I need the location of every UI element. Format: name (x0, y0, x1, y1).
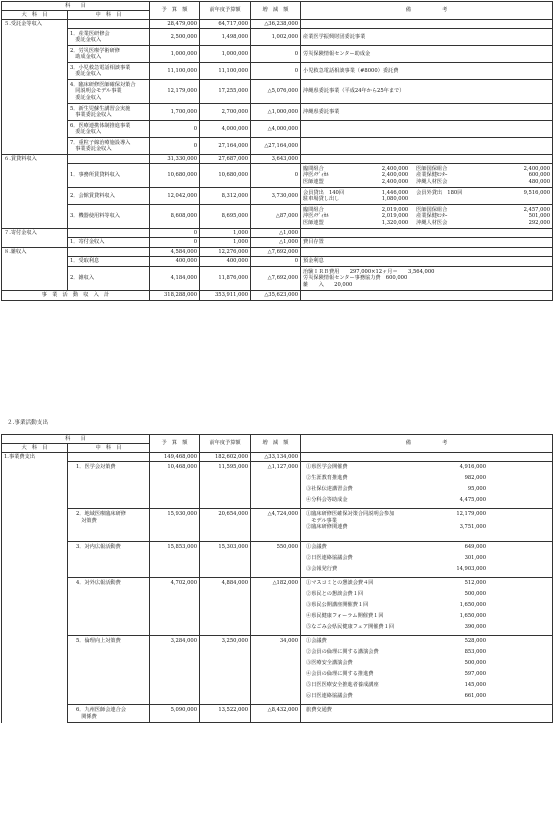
remark-amount: 3,751,000 (459, 524, 487, 530)
budget-amount: 1,700,000 (150, 104, 200, 121)
remarks (301, 138, 553, 155)
remark-cell (488, 196, 550, 203)
remarks: 預金利息 (301, 257, 553, 267)
income-detail-row (2, 238, 553, 248)
remark-amount: 528,000 (464, 638, 487, 644)
remark-line: 雑 入 20,000 (303, 281, 353, 288)
budget-amount: 4,702,000 (150, 578, 200, 636)
budget-amount: 0 (150, 229, 200, 238)
remark-item: ②県民との懇談会費１回 (306, 591, 364, 597)
middle-item-label: 1．事務所賃貸料収入 (68, 164, 150, 188)
remark-item: ③社保伝達講習会費 (306, 486, 353, 492)
remarks (301, 462, 553, 509)
middle-item-label: 2．地域医療臨床研修 対策費 (68, 509, 150, 542)
income-header-zougen: 増 減 額 (251, 2, 301, 20)
middle-item-label: 3．機器使用料等収入 (68, 205, 150, 229)
budget-amount: 31,330,000 (150, 155, 200, 164)
remark-amount: 1,650,000 (459, 602, 487, 608)
budget-amount: 8,608,000 (150, 205, 200, 229)
remark-cell: 1,446,000 (381, 189, 409, 196)
remarks (301, 291, 553, 301)
middle-item-label: 1．産業医研修会 委託金収入 (68, 29, 150, 46)
remark-cell: 480,000 (528, 178, 551, 185)
major-item-blank (2, 205, 68, 229)
middle-item-label (68, 248, 150, 257)
middle-item-label: 2．会館賃貸料収入 (68, 188, 150, 205)
prior-year-amount: 11,100,000 (200, 63, 251, 80)
remark-item: ③医療安全講演会費 (306, 660, 353, 666)
remarks (301, 205, 553, 229)
remarks: 小児救急電話相談事業（#8000）委託費 (301, 63, 553, 80)
income-detail-row (2, 257, 553, 267)
remark-cell: 2,457,000 (523, 206, 551, 213)
income-header-yosan: 予 算 額 (150, 2, 200, 20)
remark-line (306, 624, 550, 635)
major-item-blank (2, 63, 68, 80)
remark-line (306, 613, 550, 624)
remark-cell: 9,516,000 (523, 189, 551, 196)
remark-item: ①臨床研修医確保対策合同説明会参加 モデル事業 (306, 511, 395, 524)
major-item-blank (2, 509, 68, 542)
prior-year-amount: 8,312,000 (200, 188, 251, 205)
remark-item: ②生涯教育推進費 (306, 475, 348, 481)
middle-item-label: 2．雑収入 (68, 267, 150, 291)
prior-year-amount: 20,654,000 (200, 509, 251, 542)
prior-year-amount: 3,250,000 (200, 636, 251, 705)
remark-line (306, 497, 550, 508)
difference-amount: △1,000 (251, 229, 301, 238)
remarks (301, 164, 553, 188)
major-item-label: 1.事業費支出 (2, 453, 68, 462)
income-detail-row (2, 267, 553, 291)
budget-amount: 4,584,000 (150, 248, 200, 257)
remark-line (306, 591, 550, 602)
remarks: 沖縄県委託事業（平成24年から25年まで） (301, 80, 553, 104)
remark-amount: 649,000 (464, 544, 487, 550)
major-item-label: ８.雑収入 (2, 248, 68, 257)
middle-item-label: 1．寄付金収入 (68, 238, 150, 248)
remark-cell: 600,000 (528, 172, 551, 179)
remark-line (306, 649, 550, 660)
remark-line (306, 693, 550, 704)
remark-line (306, 580, 550, 591)
remarks (301, 705, 553, 723)
difference-amount: △8,432,000 (251, 705, 301, 723)
prior-year-amount: 182,602,000 (200, 453, 251, 462)
remark-item: 旅費交通費 (306, 707, 332, 713)
remark-line (306, 524, 550, 535)
difference-amount: △87,000 (251, 205, 301, 229)
remark-cell: 沖縄人材医会 (416, 219, 448, 226)
expense-header-chu: 中 科 目 (68, 444, 150, 453)
expense-detail-row (2, 705, 553, 723)
remark-cell: 医師連盟 (303, 178, 324, 185)
expense-header-kamoku: 科 目 (2, 435, 150, 444)
middle-item-label: 1．医学会対策費 (68, 462, 150, 509)
remark-amount: 4,916,000 (459, 464, 487, 470)
remark-amount: 597,000 (464, 671, 487, 677)
difference-amount: △1,000 (251, 238, 301, 248)
income-detail-row (2, 80, 553, 104)
budget-amount: 0 (150, 121, 200, 138)
income-detail-row (2, 205, 553, 229)
expense-detail-row (2, 509, 553, 542)
remark-amount: 4,475,000 (459, 497, 487, 503)
remarks: 労災保険情報センター助成金 (301, 46, 553, 63)
remark-cell: 沖縄人材医会 (416, 178, 448, 185)
difference-amount: △1,127,000 (251, 462, 301, 509)
remark-cell: 医師連盟 (303, 219, 324, 226)
prior-year-amount: 11,595,000 (200, 462, 251, 509)
remark-amount: 301,000 (464, 555, 487, 561)
remark-item: ①県医学会開催費 (306, 464, 348, 470)
remark-line (306, 602, 550, 613)
major-item-blank (2, 80, 68, 104)
middle-item-label: 6．医療連携体制推進事業 委託金収入 (68, 121, 150, 138)
prior-year-amount: 27,687,000 (200, 155, 251, 164)
middle-item-label: 7．重粒子線治療施設導入 事業委託金収入 (68, 138, 150, 155)
income-grand-total-row (2, 291, 553, 301)
budget-amount: 12,042,000 (150, 188, 200, 205)
prior-year-amount: 1,498,000 (200, 29, 251, 46)
budget-amount: 0 (150, 238, 200, 248)
budget-amount: 15,930,000 (150, 509, 200, 542)
remarks (301, 578, 553, 636)
middle-item-label: 4．臨床研修医師確保対策合 同説明会モデル事業 委託金収入 (68, 80, 150, 104)
remark-line (306, 544, 550, 555)
remark-item: ④県民健康フォーラム開催費１回 (306, 613, 384, 619)
remark-cell: 501,000 (528, 213, 551, 220)
remark-item: ⑤なごみ会県民健康フェア開催費１回 (306, 624, 394, 630)
budget-amount: 12,179,000 (150, 80, 200, 104)
section-title-expenditure: ２.事業活動支出 (7, 420, 48, 426)
remark-amount: 661,000 (464, 693, 487, 699)
remarks (301, 248, 553, 257)
remark-amount: 982,000 (464, 475, 487, 481)
remark-amount: 500,000 (464, 660, 487, 666)
expense-detail-row (2, 462, 553, 509)
remark-cell: 沖医ﾒﾃﾞｨｶﾙ (303, 213, 329, 220)
remark-amount: 1,650,000 (459, 613, 487, 619)
remark-line (303, 196, 550, 203)
middle-item-label: 5．新生児蘇生講習会実施 事業委託金収入 (68, 104, 150, 121)
prior-year-amount: 1,000 (200, 229, 251, 238)
difference-amount: △27,164,000 (251, 138, 301, 155)
remark-cell: 292,000 (528, 219, 551, 226)
major-item-blank (2, 104, 68, 121)
prior-year-amount: 4,000,000 (200, 121, 251, 138)
remarks (301, 267, 553, 291)
remarks (301, 20, 553, 29)
income-detail-row (2, 121, 553, 138)
prior-year-amount: 11,876,000 (200, 267, 251, 291)
prior-year-amount: 1,000,000 (200, 46, 251, 63)
remarks (301, 229, 553, 238)
remark-cell: 沖医ﾒﾃﾞｨｶﾙ (303, 172, 329, 179)
remarks (301, 636, 553, 705)
budget-amount: 318,288,000 (150, 291, 200, 301)
remarks: 産業医学振興財団委託事業 (301, 29, 553, 46)
remark-item: ⑤日医医療安全推進者養成講座 (306, 682, 379, 688)
major-item-blank (2, 705, 68, 723)
major-item-blank (2, 578, 68, 636)
income-header-chu: 中 科 目 (68, 11, 150, 20)
middle-item-label: 6．九州医師会連合会 関係費 (68, 705, 150, 723)
remark-cell: 医師国保組合 (416, 206, 448, 213)
middle-item-label (68, 155, 150, 164)
budget-amount: 1,000,000 (150, 46, 200, 63)
remarks: 沖縄県委託事業 (301, 104, 553, 121)
prior-year-amount: 1,000 (200, 238, 251, 248)
middle-item-label: 4．対外広報活動費 (68, 578, 150, 636)
prior-year-amount: 17,255,000 (200, 80, 251, 104)
major-item-label: ５.受託金等収入 (2, 20, 68, 29)
prior-year-amount: 27,164,000 (200, 138, 251, 155)
difference-amount: 0 (251, 257, 301, 267)
remark-cell: 1,320,000 (381, 219, 409, 226)
budget-amount: 0 (150, 138, 200, 155)
expense-detail-row (2, 636, 553, 705)
budget-amount: 11,100,000 (150, 63, 200, 80)
major-item-blank (2, 121, 68, 138)
prior-year-amount: 2,700,000 (200, 104, 251, 121)
difference-amount: △4,000,000 (251, 121, 301, 138)
remark-item: ⑥日医連絡協議会費 (306, 693, 353, 699)
remark-line (303, 179, 550, 186)
remark-item: ①会議費 (306, 544, 327, 550)
difference-amount: △182,000 (251, 578, 301, 636)
remarks (301, 509, 553, 542)
budget-amount: 3,284,000 (150, 636, 200, 705)
remark-cell: 2,400,000 (381, 165, 409, 172)
difference-amount: △7,692,000 (251, 248, 301, 257)
middle-item-label (68, 453, 150, 462)
income-header-kamoku: 科 目 (2, 2, 150, 11)
major-item-blank (2, 238, 68, 248)
income-detail-row (2, 164, 553, 188)
difference-amount: △35,623,000 (251, 291, 301, 301)
remark-cell: 1,080,000 (381, 196, 409, 202)
remark-amount: 512,000 (464, 580, 487, 586)
middle-item-label: 3．小児救急電話相談事業 委託金収入 (68, 63, 150, 80)
income-detail-row (2, 29, 553, 46)
remark-amount: 14,903,000 (456, 566, 487, 572)
remark-cell: 2,400,000 (381, 178, 409, 185)
income-detail-row (2, 188, 553, 205)
remark-amount: 95,000 (467, 486, 487, 492)
income-group-row (2, 20, 553, 29)
prior-year-amount: 4,884,000 (200, 578, 251, 636)
difference-amount: △36,238,000 (251, 20, 301, 29)
remark-cell: 会員貸出 140回 (303, 189, 345, 196)
remark-line (306, 511, 550, 524)
budget-amount: 28,479,000 (150, 20, 200, 29)
major-item-label: ６.賃貸料収入 (2, 155, 68, 164)
major-item-blank (2, 267, 68, 291)
major-item-blank (2, 29, 68, 46)
difference-amount: 0 (251, 63, 301, 80)
remark-cell: 2,019,000 (381, 213, 409, 220)
remark-line (306, 682, 550, 693)
budget-amount: 10,468,000 (150, 462, 200, 509)
remark-amount: 390,000 (464, 624, 487, 630)
expense-detail-row (2, 542, 553, 578)
remark-cell: 2,400,000 (381, 172, 409, 179)
income-detail-row (2, 138, 553, 155)
major-item-blank (2, 257, 68, 267)
remark-cell: 2,400,000 (523, 165, 551, 172)
remark-line (306, 486, 550, 497)
expense-header-zougen: 増 減 額 (251, 435, 301, 453)
remarks (301, 542, 553, 578)
budget-amount: 2,500,000 (150, 29, 200, 46)
middle-item-label: 5．倫理向上対策費 (68, 636, 150, 705)
income-detail-row (2, 104, 553, 121)
remark-line (306, 660, 550, 671)
remark-item: ①マスコミとの懇談会費４回 (306, 580, 374, 586)
prior-year-amount: 353,911,000 (200, 291, 251, 301)
prior-year-amount: 64,717,000 (200, 20, 251, 29)
income-group-row (2, 155, 553, 164)
remark-line: 治験ＩＲＢ費用 297,000×12ヶ月＝ 3,564,000 (303, 268, 435, 275)
remark-line: 労災保険情報センター事務協力費 600,000 (303, 275, 408, 282)
remark-line (306, 707, 550, 718)
remark-cell: 産業保健ｾﾝﾀｰ (416, 213, 448, 220)
major-item-blank (2, 46, 68, 63)
remarks: 費目存置 (301, 238, 553, 248)
budget-amount: 149,468,000 (150, 453, 200, 462)
difference-amount: 0 (251, 164, 301, 188)
expense-header-yosan: 予 算 額 (150, 435, 200, 453)
prior-year-amount: 8,695,000 (200, 205, 251, 229)
remark-cell: 臨問組合 (303, 206, 324, 213)
middle-item-label (68, 229, 150, 238)
remark-item: ②会員の倫理に関する講演会費 (306, 649, 379, 655)
remark-line (306, 638, 550, 649)
remark-item: ④会員の倫理に関する推進費 (306, 671, 374, 677)
major-item-blank (2, 138, 68, 155)
expense-header-biko: 備 考 (301, 435, 553, 453)
middle-item-label: 2．労災医療学術研修 助成金収入 (68, 46, 150, 63)
major-item-blank (2, 164, 68, 188)
remark-item: ①会議費 (306, 638, 327, 644)
remark-cell: 臨問組合 (303, 165, 324, 172)
prior-year-amount: 10,680,000 (200, 164, 251, 188)
remark-cell: 産業保健ｾﾝﾀｰ (416, 172, 448, 179)
remark-cell: 会員外貸出 180回 (416, 189, 463, 196)
difference-amount: 3,730,000 (251, 188, 301, 205)
difference-amount: △5,076,000 (251, 80, 301, 104)
difference-amount: △33,134,000 (251, 453, 301, 462)
budget-amount: 15,853,000 (150, 542, 200, 578)
major-item-label: ７.寄付金収入 (2, 229, 68, 238)
expenditure-budget-table (1, 434, 553, 723)
middle-item-label (68, 20, 150, 29)
difference-amount: △4,724,000 (251, 509, 301, 542)
remark-line (306, 566, 550, 577)
difference-amount: 0 (251, 46, 301, 63)
remark-item: ③会報発行費 (306, 566, 338, 572)
difference-amount: 550,000 (251, 542, 301, 578)
remark-amount: 500,000 (464, 591, 487, 597)
major-item-blank (2, 636, 68, 705)
expense-detail-row (2, 578, 553, 636)
remark-item: ④分科会等助成金 (306, 497, 348, 503)
budget-amount: 400,000 (150, 257, 200, 267)
remarks (301, 453, 553, 462)
income-group-row (2, 248, 553, 257)
major-item-blank (2, 462, 68, 509)
difference-amount: 34,000 (251, 636, 301, 705)
income-detail-row (2, 46, 553, 63)
difference-amount: △1,000,000 (251, 104, 301, 121)
remark-line (306, 475, 550, 486)
remark-cell: 医師国保組合 (416, 165, 448, 172)
income-header-dai: 大 科 目 (2, 11, 68, 20)
budget-amount: 5,090,000 (150, 705, 200, 723)
difference-amount: 1,002,000 (251, 29, 301, 46)
expense-group-row (2, 453, 553, 462)
remark-item: ②日医連絡協議会費 (306, 555, 353, 561)
remark-line (306, 464, 550, 475)
income-detail-row (2, 63, 553, 80)
remark-line (306, 555, 550, 566)
remarks (301, 155, 553, 164)
budget-amount: 4,184,000 (150, 267, 200, 291)
major-item-blank (2, 542, 68, 578)
middle-item-label: 3．対内広報活動費 (68, 542, 150, 578)
prior-year-amount: 12,276,000 (200, 248, 251, 257)
grand-total-label: 事 業 活 動 収 入 計 (2, 291, 150, 301)
expense-header-zennendo: 前年度予算額 (200, 435, 251, 453)
major-item-blank (2, 188, 68, 205)
expense-header-dai: 大 科 目 (2, 444, 68, 453)
remark-line (306, 671, 550, 682)
remarks (301, 121, 553, 138)
remark-line (303, 220, 550, 227)
difference-amount: △7,692,000 (251, 267, 301, 291)
prior-year-amount: 400,000 (200, 257, 251, 267)
remark-cell: 駐車場貸し出し (303, 196, 340, 202)
remark-cell (408, 196, 488, 203)
income-header-biko: 備 考 (301, 2, 553, 20)
remark-amount: 145,000 (464, 682, 487, 688)
income-budget-table (1, 1, 553, 301)
income-header-zennendo: 前年度予算額 (200, 2, 251, 20)
difference-amount: 3,643,000 (251, 155, 301, 164)
prior-year-amount: 13,522,000 (200, 705, 251, 723)
income-group-row (2, 229, 553, 238)
remark-item: ③県民公開講座開催費１回 (306, 602, 369, 608)
remarks (301, 188, 553, 205)
remark-cell: 2,019,000 (381, 206, 409, 213)
remark-amount: 12,179,000 (456, 511, 487, 517)
prior-year-amount: 15,303,000 (200, 542, 251, 578)
remark-item: ②臨床研修関連費 (306, 524, 348, 530)
remark-amount: 853,000 (464, 649, 487, 655)
middle-item-label: 1．受取利息 (68, 257, 150, 267)
budget-amount: 10,680,000 (150, 164, 200, 188)
